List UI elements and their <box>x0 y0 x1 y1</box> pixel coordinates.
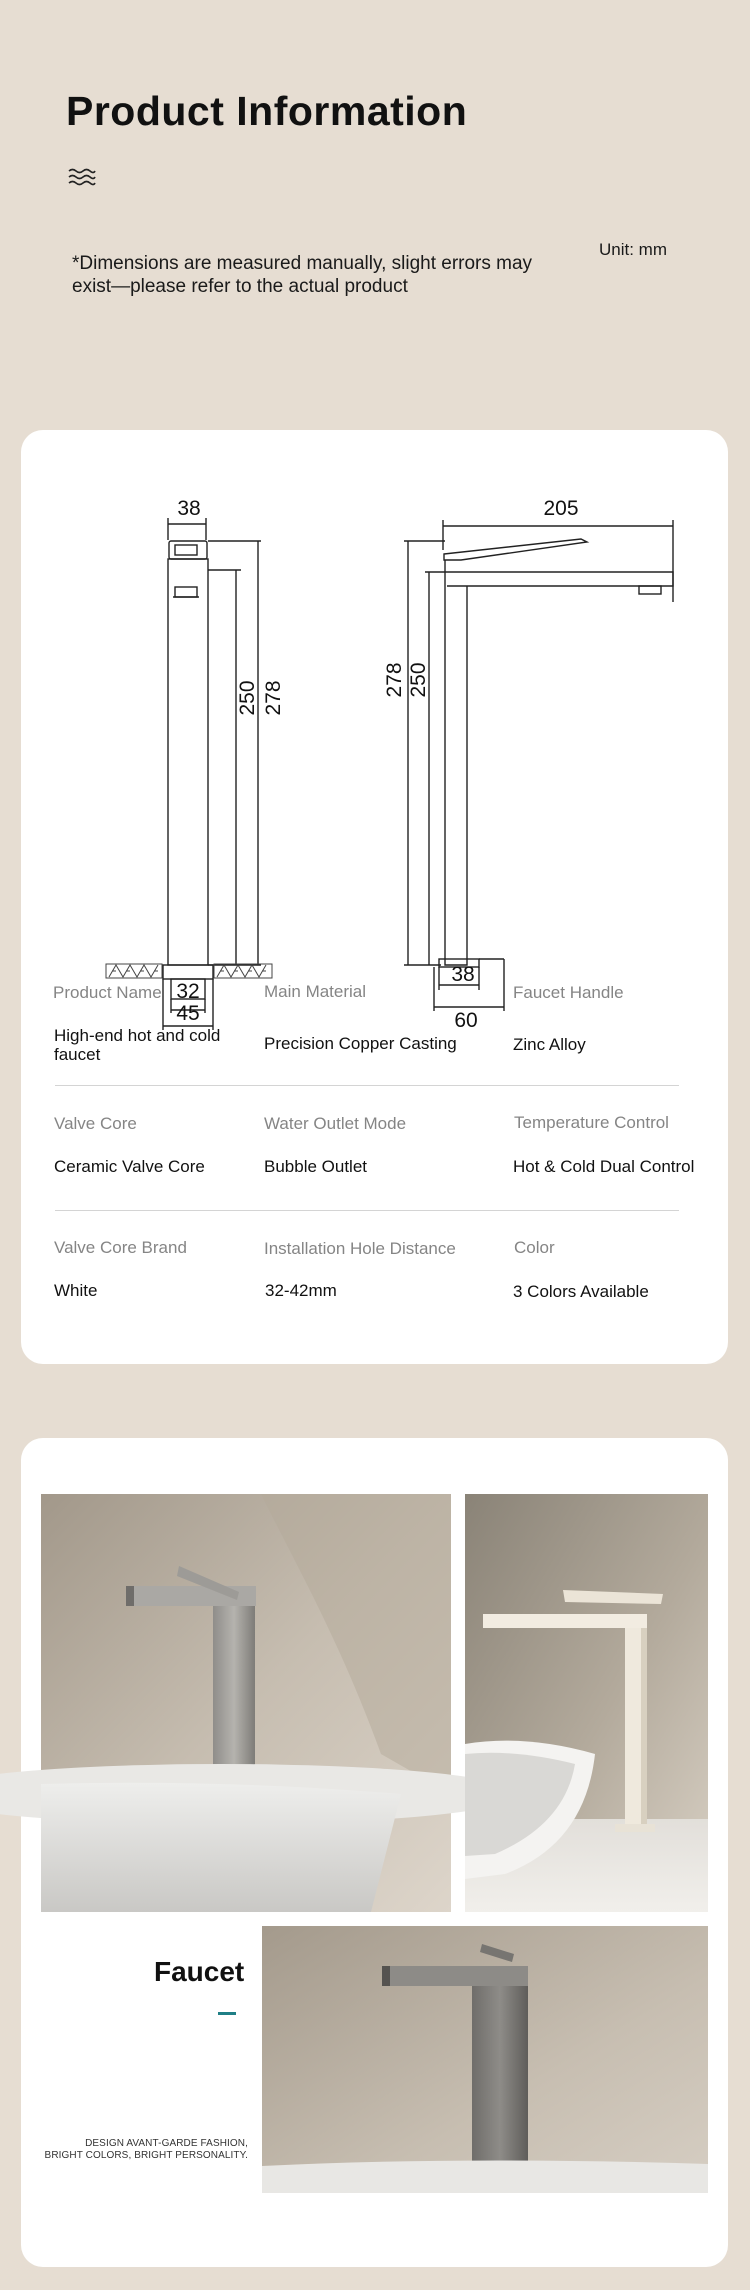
spec-label: Valve Core Brand <box>54 1238 187 1257</box>
showcase-card <box>21 1438 728 2267</box>
spec-value: High-end hot and cold faucet <box>54 1026 221 1064</box>
side-reach: 205 <box>543 497 579 520</box>
front-base-inner: 32 <box>176 980 200 1003</box>
spec-label: Installation Hole Distance <box>264 1239 456 1258</box>
front-width-top: 38 <box>177 497 201 520</box>
spec-divider <box>55 1085 679 1086</box>
spec-label: Product Name <box>53 983 162 1002</box>
spec-value: Precision Copper Casting <box>264 1034 457 1053</box>
faucet-photo-gray <box>41 1494 451 1912</box>
spec-label: Water Outlet Mode <box>264 1114 407 1133</box>
spec-label: Valve Core <box>54 1114 137 1133</box>
showcase-title: Faucet <box>154 1956 245 1987</box>
spec-value: Ceramic Valve Core <box>54 1157 205 1176</box>
measurement-note: *Dimensions are measured manually, slight errors may exist—please refer to the actual product <box>72 253 533 297</box>
spec-value: White <box>54 1281 98 1300</box>
counter-hatch <box>106 964 272 978</box>
spec-label: Faucet Handle <box>513 983 624 1002</box>
front-view-drawing <box>163 518 261 1030</box>
spec-value: Hot & Cold Dual Control <box>513 1157 695 1176</box>
front-height-spout: 250 <box>236 680 259 716</box>
side-view-drawing <box>404 520 673 1011</box>
tagline-line-1: DESIGN AVANT-GARDE FASHION, <box>85 2138 248 2149</box>
spec-value: 3 Colors Available <box>513 1282 649 1301</box>
side-base-inner: 38 <box>451 963 475 986</box>
front-height-total: 278 <box>262 680 285 716</box>
showcase-tagline <box>0 2138 248 2162</box>
side-height-total: 278 <box>383 662 406 698</box>
faucet-photo-cream <box>465 1494 708 1912</box>
tagline-line-2: BRIGHT COLORS, BRIGHT PERSONALITY. <box>44 2150 248 2161</box>
spec-label: Temperature Control <box>514 1113 669 1132</box>
faucet-photo-closeup <box>262 1926 708 2193</box>
product-info-card <box>21 430 728 1364</box>
front-base-outer: 45 <box>176 1002 200 1025</box>
side-height-spout: 250 <box>407 662 430 698</box>
spec-divider <box>55 1210 679 1211</box>
wave-icon <box>68 168 96 186</box>
title-accent-dash <box>218 2012 236 2015</box>
spec-label: Main Material <box>264 982 367 1001</box>
side-base-outer: 60 <box>454 1009 478 1032</box>
spec-value: Bubble Outlet <box>264 1157 368 1176</box>
spec-value: 32-42mm <box>265 1281 337 1300</box>
page-title: Product Information <box>66 88 468 134</box>
spec-label: Color <box>514 1238 555 1257</box>
spec-value: Zinc Alloy <box>513 1035 586 1054</box>
unit-label: Unit: mm <box>599 240 667 259</box>
